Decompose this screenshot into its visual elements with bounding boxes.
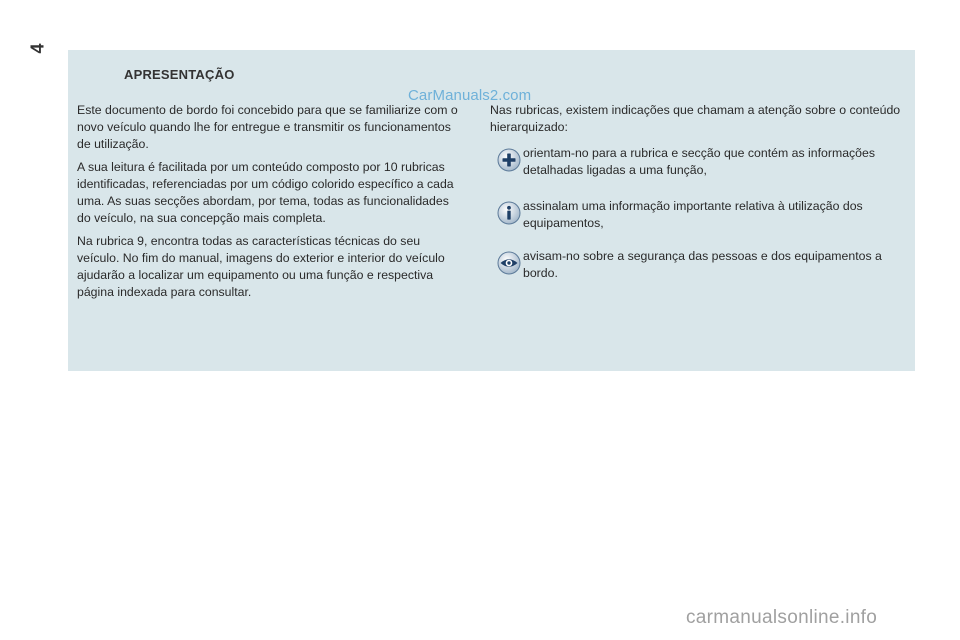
page-number: 4	[27, 43, 48, 54]
plus-icon	[497, 148, 521, 172]
watermark-bottom: carmanualsonline.info	[686, 607, 878, 628]
content-panel	[68, 50, 915, 371]
left-column	[77, 102, 463, 307]
right-column	[490, 102, 915, 280]
paragraph: Este documento de bordo foi concebido para que se familiarize com o novo veículo quando lhe for entregue e transmitir os funcionamentos de utilização.	[77, 103, 458, 151]
watermark-top: CarManuals2.com	[408, 87, 532, 104]
indications-intro: Nas rubricas, existem indicações que chamam a atenção sobre o conteúdo hierarquizado:	[490, 103, 901, 134]
paragraph: A sua leitura é facilitada por um conteúdo composto por 10 rubricas identificadas, referenciadas por um código colorido específico a cada uma. As suas secções abordam, por tema, todas as funcionalidades do veículo, na sua concepção mais completa.	[77, 160, 454, 225]
indication-text: orientam-no para a rubrica e secção que contém as informações detalhadas ligadas a uma função,	[523, 146, 876, 177]
section-title: APRESENTAÇÃO	[124, 67, 235, 82]
indication-text: avisam-no sobre a segurança das pessoas e dos equipamentos a bordo.	[523, 249, 882, 280]
paragraph: Na rubrica 9, encontra todas as características técnicas do seu veículo. No fim do manual, imagens do exterior e interior do veículo ajudarão a localizar um equipamento ou uma função e respectiva página indexada para consultar.	[77, 234, 445, 299]
info-icon	[497, 201, 521, 225]
indication-text: assinalam uma informação importante relativa à utilização dos equipamentos,	[523, 199, 863, 230]
eye-icon	[497, 251, 521, 275]
